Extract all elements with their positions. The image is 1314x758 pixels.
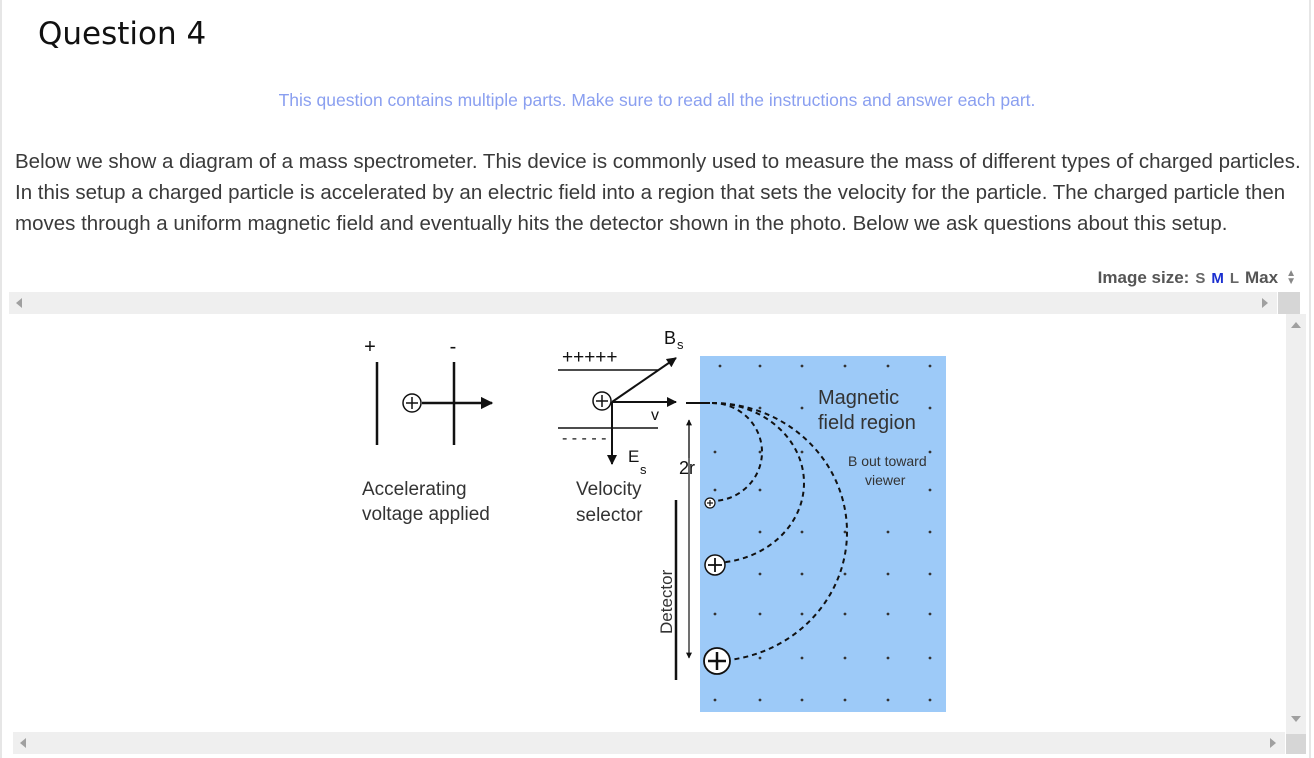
question-description: Below we show a diagram of a mass spectrometer. This device is commonly used to measure the mass of different types of charged particles. In this setup a charged particle is accelerated by an electric field into a region that sets the velocity for the particle. The charged particle then moves through a uniform magnetic field and eventually hits the detector shown in the photo. Below we ask questions about this setup. — [15, 150, 1301, 235]
b-label: B — [664, 328, 677, 348]
accelerating-label-line1: Accelerating — [362, 479, 467, 500]
b-out-label-line2: viewer — [865, 472, 906, 488]
image-size-option-max[interactable]: Max — [1245, 268, 1279, 287]
v-label: v — [651, 407, 659, 424]
plate-plus-sign: + — [364, 336, 376, 358]
scroll-left-icon[interactable] — [16, 298, 22, 308]
right-frame-edge — [1309, 0, 1311, 758]
scroll-left-icon[interactable] — [20, 738, 26, 748]
vertical-scrollbar[interactable] — [1286, 314, 1306, 754]
diagram-svg — [340, 322, 960, 722]
detector-label: Detector — [657, 569, 676, 634]
top-horizontal-scrollbar[interactable] — [9, 292, 1277, 314]
small-ion-icon — [705, 498, 715, 508]
scrollbar-corner — [1278, 292, 1300, 314]
scroll-right-icon[interactable] — [1270, 738, 1276, 748]
e-label: E — [628, 447, 640, 466]
mass-spectrometer-diagram — [340, 322, 960, 722]
medium-ion-icon — [705, 555, 725, 575]
question-title: Question 4 — [38, 16, 207, 52]
image-size-label: Image size: — [1097, 268, 1190, 287]
velocity-label-line2: selector — [576, 505, 643, 526]
b-field-vector — [612, 358, 676, 402]
plate-minus-sign: - — [449, 336, 457, 358]
accelerated-charge-icon — [403, 394, 421, 412]
image-size-control — [1098, 268, 1296, 288]
scroll-right-icon[interactable] — [1262, 298, 1268, 308]
b-subscript: s — [677, 337, 684, 352]
scroll-down-icon[interactable] — [1291, 716, 1301, 722]
two-r-label: 2r — [679, 458, 696, 478]
bottom-plate-charges: - - - - - — [562, 430, 607, 447]
image-size-option-s[interactable]: S — [1195, 269, 1206, 287]
accelerating-label-line2: voltage applied — [362, 504, 490, 525]
selector-charge-icon — [593, 392, 611, 410]
image-size-stepper-icon[interactable]: ▲ ▼ — [1286, 268, 1296, 287]
large-ion-icon — [704, 648, 730, 674]
multipart-notice: This question contains multiple parts. Make sure to read all the instructions and answer each part. — [278, 90, 1036, 110]
bottom-horizontal-scrollbar[interactable] — [13, 732, 1285, 754]
left-frame-edge — [0, 0, 2, 758]
image-size-option-l[interactable]: L — [1229, 269, 1240, 287]
field-label-line1: Magnetic — [818, 387, 900, 409]
top-plate-charges: +++++ — [562, 347, 618, 368]
e-subscript: s — [640, 462, 647, 477]
b-out-label-line1: B out toward — [848, 453, 927, 469]
field-label-line2: field region — [818, 412, 916, 434]
velocity-label-line1: Velocity — [576, 479, 642, 500]
scroll-up-icon[interactable] — [1291, 322, 1301, 328]
image-size-option-m[interactable]: M — [1211, 269, 1224, 287]
vertical-scroll-corner — [1286, 734, 1306, 754]
